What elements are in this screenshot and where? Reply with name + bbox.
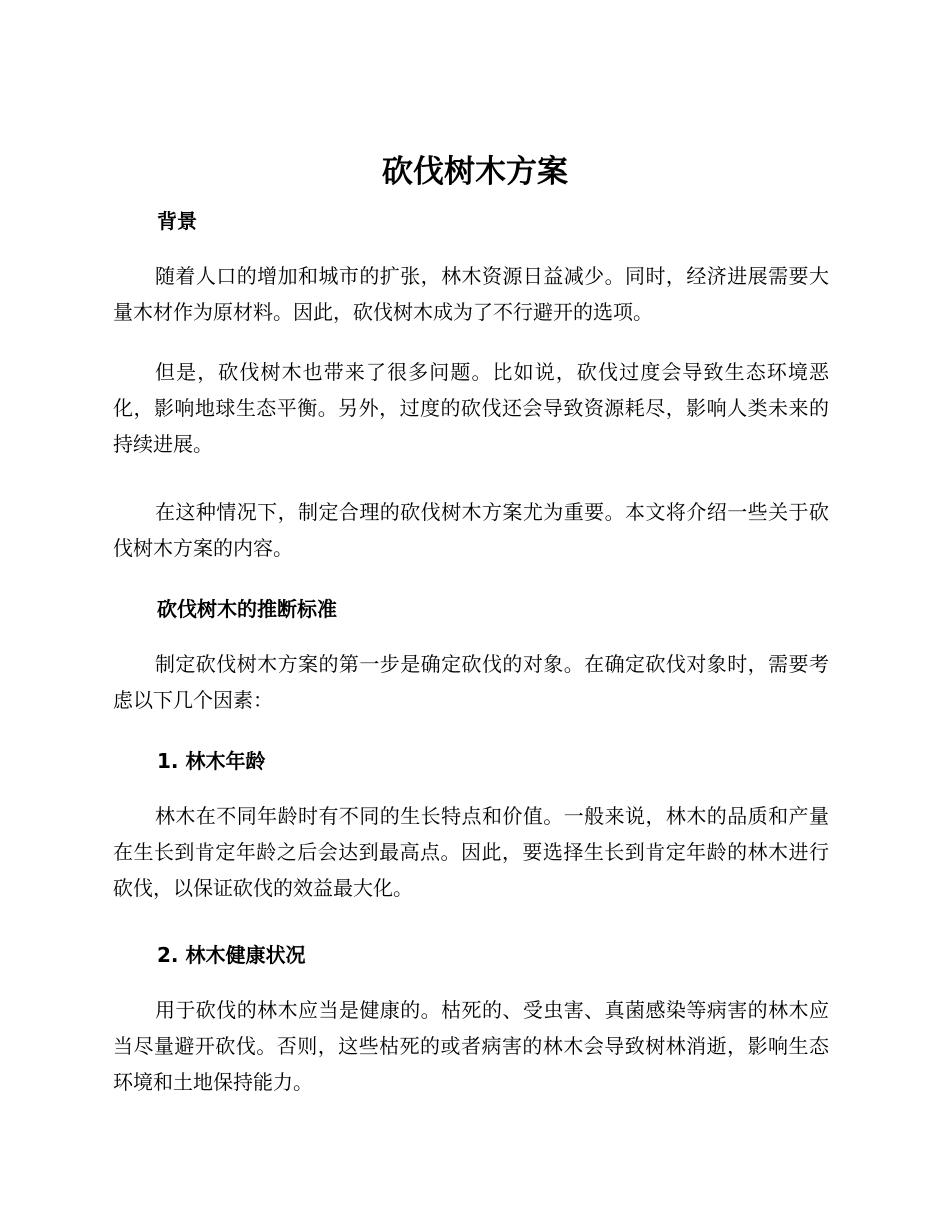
paragraph: 用于砍伐的林木应当是健康的。枯死的、受虫害、真菌感染等病害的林木应当尽量避开砍伐。否则，这些枯死的或者病害的林木会导致树林消逝，影响生态环境和土地保持能力。	[113, 998, 829, 1094]
section-heading-tree-age: 1. 林木年龄	[157, 749, 266, 773]
paragraph: 林木在不同年龄时有不同的生长特点和价值。一般来说，林木的品质和产量在生长到肯定年龄之后会达到最高点。因此，要选择生长到肯定年龄的林木进行砍伐，以保证砍伐的效益最大化。	[113, 804, 829, 900]
paragraph: 随着人口的增加和城市的扩张，林木资源日益减少。同时，经济进展需要大量木材作为原材料。因此，砍伐树木成为了不行避开的选项。	[113, 264, 829, 324]
section-heading-tree-health: 2. 林木健康状况	[157, 943, 306, 967]
paragraph: 制定砍伐树木方案的第一步是确定砍伐的对象。在确定砍伐对象时，需要考虑以下几个因素：	[113, 652, 829, 712]
page-title: 砍伐树木方案	[382, 154, 568, 190]
paragraph: 在这种情况下，制定合理的砍伐树木方案尤为重要。本文将介绍一些关于砍伐树木方案的内容。	[113, 500, 829, 560]
section-heading-background: 背景	[157, 209, 197, 233]
paragraph: 但是，砍伐树木也带来了很多问题。比如说，砍伐过度会导致生态环境恶化，影响地球生态平衡。另外，过度的砍伐还会导致资源耗尽，影响人类未来的持续进展。	[113, 360, 829, 456]
section-heading-criteria: 砍伐树木的推断标准	[157, 597, 337, 621]
